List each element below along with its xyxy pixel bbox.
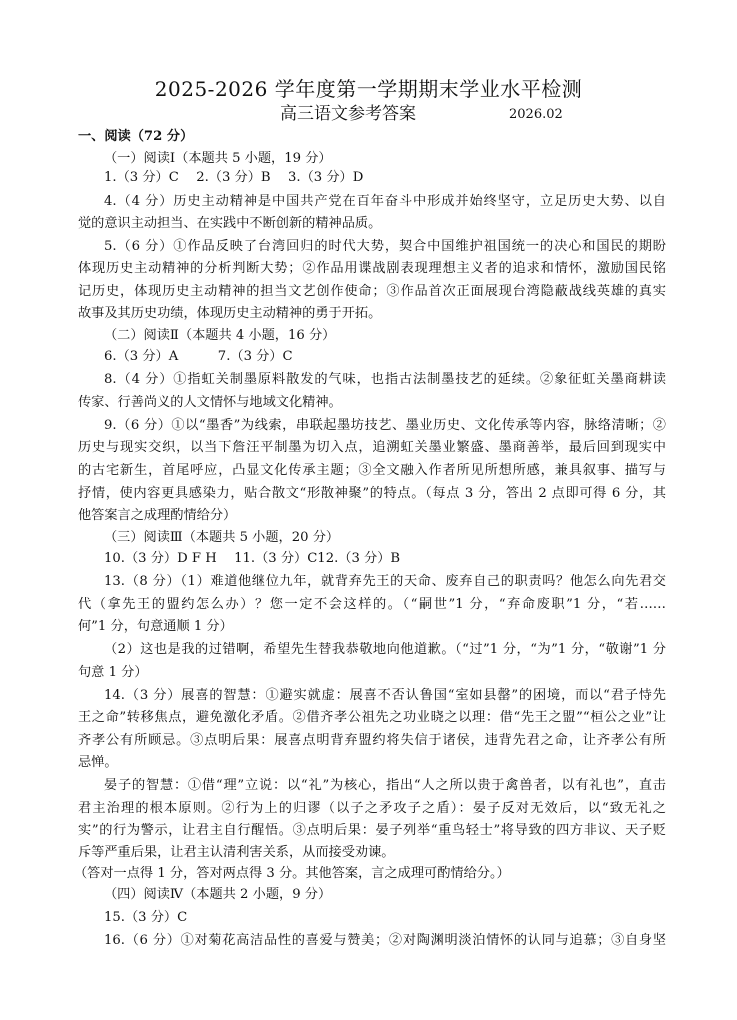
page-subtitle: 高三语文参考答案 — [280, 104, 416, 124]
scoring-note: （答对一点得 1 分，答对两点得 3 分。其他答案，言之成理可酌情给分。） — [74, 866, 510, 881]
answer-line: 王之命”转移焦点，避免激化矛盾。②借齐孝公祖先之功业晓之以理：借“先王之盟”“桓公之业”让 — [78, 710, 666, 725]
answer-line: 体现历史主动精神的分析判断大势；②作品用谍战剧表现理想主义者的追求和情怀，激励国民铭 — [78, 261, 666, 276]
page-date: 2026.02 — [509, 107, 563, 122]
answer-line: 6.（3 分）A 7.（3 分）C — [104, 349, 293, 364]
answer-line: 觉的意识主动担当、在实践中不断创新的精神品质。 — [78, 216, 382, 231]
subsection-heading-reading-2: （二）阅读Ⅱ（本题共 4 小题，16 分） — [104, 328, 336, 343]
answer-line: 10.（3 分）D F H 11.（3 分）C12.（3 分）B — [104, 551, 401, 566]
answer-line: 历史与现实交织，以当下詹汪平制墨为切入点，追溯虹关墨业繁盛、墨商善举，最后回到现实中 — [78, 440, 666, 455]
answer-line: 5.（6 分）①作品反映了台湾回归的时代大势，契合中国维护祖国统一的决心和国民的期盼 — [104, 239, 666, 254]
answer-line: 故事及其历史功绩，体现历史主动精神的勇于开拓。 — [78, 306, 382, 321]
answer-line: 15.（3 分）C — [104, 910, 188, 925]
answer-line: （2）这也是我的过错啊，希望先生替我恭敬地向他道歉。（“过”1 分，“为”1 分，“敬谢”1 分 — [104, 642, 666, 657]
answer-line: 的古宅新生，首尾呼应，凸显文化传承主题；③全文融入作者所见所想所感，兼具叙事、描写与 — [78, 463, 666, 478]
answer-line: 他答案言之成理酌情给分） — [78, 508, 237, 523]
answer-line: 1.（3 分）C 2.（3 分）B 3.（3 分）D — [104, 170, 364, 185]
answer-line: 何”1 分，句意通顺 1 分） — [78, 619, 233, 634]
answer-line: 9.（6 分）①以“墨香”为线索，串联起墨坊技艺、墨业历史、文化传承等内容，脉络清晰；② — [104, 418, 666, 433]
answer-line: 传家、行善尚义的人文情怀与地域文化精神。 — [78, 395, 342, 410]
answer-line: 13.（8 分）（1）难道他继位九年，就背弃先王的天命、废弃自己的职责吗？他怎么向先君交 — [104, 574, 666, 589]
answer-line: 忌惮。 — [78, 755, 118, 770]
answer-line: 代（拿先王的盟约怎么办）？您一定不会这样的。（“嗣世”1 分，“弃命废职”1 分，“若…… — [78, 597, 666, 612]
subsection-heading-reading-3: （三）阅读Ⅲ（本题共 5 小题，20 分） — [104, 530, 340, 545]
answer-line: 斥等严重后果，让君主认清利害关系，从而接受劝谏。 — [78, 845, 395, 860]
page-title: 2025-2026 学年度第一学期期末学业水平检测 — [154, 77, 583, 101]
subsection-heading-reading-1: （一）阅读Ⅰ（本题共 5 小题，19 分） — [104, 151, 332, 166]
section-heading-reading: 一、阅读（72 分） — [78, 129, 194, 144]
answer-line: 抒情，使内容更具感染力，贴合散文“形散神聚”的特点。（每点 3 分，答出 2 点即可得 6 分，其 — [78, 486, 666, 501]
answer-line: 实”的行为警示，让君主自行醒悟。③点明后果：晏子列举“重鸟轻士”将导致的四方非议、天子贬 — [78, 823, 666, 838]
answer-line: 8.（4 分）①指虹关制墨原料散发的气味，也指古法制墨技艺的延续。②象征虹关墨商耕读 — [104, 372, 666, 387]
subsection-heading-reading-4: （四）阅读Ⅳ（本题共 2 小题，9 分） — [104, 887, 332, 902]
answer-line: 4.（4 分）历史主动精神是中国共产党在百年奋斗中形成并始终坚守，立足历史大势、以自 — [104, 194, 666, 209]
answer-line: 14.（3 分）展喜的智慧：①避实就虚：展喜不否认鲁国“室如县罄”的困境，而以“君子恃先 — [104, 688, 666, 703]
answer-line: 晏子的智慧：①借“理”立说：以“礼”为核心，指出“人之所以贵于禽兽者，以有礼也”，直击 — [104, 778, 666, 793]
answer-line: 句意 1 分） — [78, 665, 148, 680]
answer-line: 记历史，体现历史主动精神的担当文艺创作使命；③作品首次正面展现台湾隐蔽战线英雄的真实 — [78, 284, 666, 299]
answer-line: 16.（6 分）①对菊花高洁品性的喜爱与赞美；②对陶渊明淡泊情怀的认同与追慕；③自身坚 — [104, 933, 666, 948]
answer-line: 齐孝公有所顾忌。③点明后果：展喜点明背弃盟约将失信于诸侯，违背先君之命，让齐孝公有所 — [78, 733, 666, 748]
answer-line: 君主治理的根本原则。②行为上的归谬（以子之矛攻子之盾）：晏子反对无效后，以“致无礼之 — [78, 801, 666, 816]
